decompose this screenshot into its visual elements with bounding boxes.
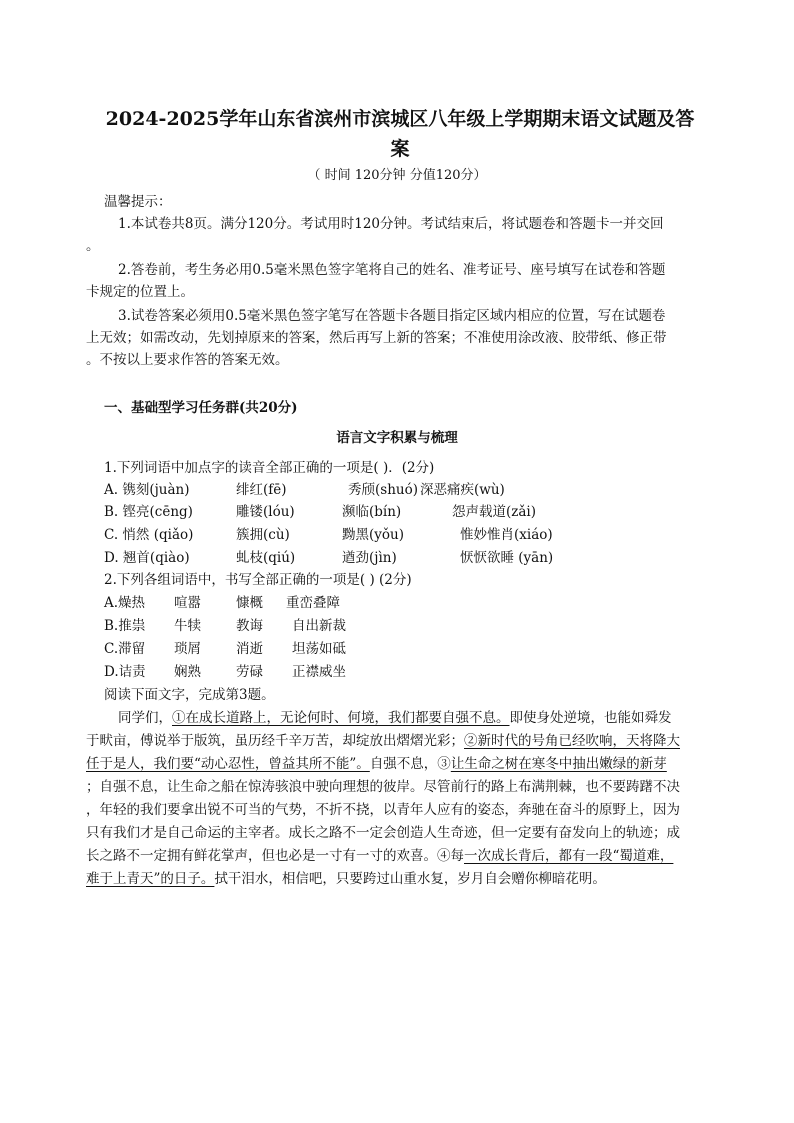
passage-line-7 [86, 846, 673, 866]
q1-option-b-3: 濒临(bín) [342, 504, 402, 520]
passage-line-6: 只有我们才是自己命运的主宰者。成长之路不一定会创造人生奇迹，但一定要有奋发向上的轨迹；成 [86, 825, 680, 841]
notice-line-3c: 。不按以上要求作答的答案无效。 [86, 352, 289, 368]
q1-option-a-4: 深恶痛疾(wù) [420, 482, 505, 498]
notice-line-3b: 上无效；如需改动，先划掉原来的答案，然后再写上新的答案；不准使用涂改液、胶带纸、修正带 [86, 330, 667, 346]
passage-text: 拭干泪水，相信吧，只要跨过山重水复，岁月自会赠你柳暗花明。 [214, 871, 606, 887]
q1-option-d-2: 虬枝(qiú) [236, 550, 296, 566]
section-heading: 一、基础型学习任务群(共20分) [104, 400, 298, 416]
q2-option-d-3: 劳碌 [236, 664, 263, 680]
underlined-sentence-2: ②新时代的号角已经吹响，天将降大 [464, 733, 680, 749]
q2-option-a-4: 重峦叠障 [286, 595, 340, 611]
title-line-1: 2024-2025学年山东省滨州市滨城区八年级上学期期末语文试题及答 [105, 108, 695, 130]
q1-option-c-1: C. 悄然 (qiǎo) [104, 527, 194, 543]
q2-option-a-3: 慷概 [236, 595, 263, 611]
passage-line-2 [86, 731, 680, 751]
underlined-sentence-3: 让生命之树在寒冬中抽出嫩绿的新芽 [450, 756, 667, 772]
q2-option-c-4: 坦荡如砥 [292, 641, 346, 657]
q3-intro: 阅读下面文字，完成第3题。 [104, 687, 275, 703]
q2-option-d-4: 正襟威坐 [292, 664, 346, 680]
passage-text: 长之路不一定拥有鲜花掌声，但也必是一寸有一寸的欢喜。④每 [86, 848, 464, 864]
section-subheading: 语言文字积累与梳理 [336, 430, 458, 446]
q1-option-a-1: A. 镌刻(juàn) [104, 482, 190, 498]
q1-option-b-1: B. 铿亮(cēng) [104, 504, 193, 520]
exam-subtitle: （ 时间 120分钟 分值120分） [307, 168, 487, 183]
q1-option-d-3: 遒劲(jìn) [342, 550, 397, 566]
q1-option-d-1: D. 翘首(qiào) [104, 550, 190, 566]
q1-option-b-2: 雕镂(lóu) [236, 504, 295, 520]
passage-text: 于畎亩，傅说举于版筑，虽历经千辛万苦，却绽放出熠熠光彩； [86, 733, 464, 749]
q2-option-a-1: A.燥热 [104, 595, 146, 611]
q1-option-a-2: 绯红(fē) [236, 482, 287, 498]
q2-option-b-2: 牛犊 [174, 618, 201, 634]
q1-option-c-4: 惟妙惟肖(xiáo) [460, 527, 553, 543]
q2-option-c-2: 琐屑 [174, 641, 201, 657]
q2-option-c-3: 消逝 [236, 641, 263, 657]
q2-option-b-4: 自出新裁 [292, 618, 346, 634]
title-line-2: 案 [390, 138, 410, 160]
q2-stem: 2.下列各组词语中，书写全部正确的一项是( ) (2分) [104, 572, 412, 588]
passage-line-4: ；自强不息，让生命之船在惊涛骇浪中驶向理想的彼岸。尽管前行的路上布满荆棘，也不要踌躇不决 [86, 779, 680, 795]
q1-option-a-3: 秀颀(shuó) [348, 482, 418, 498]
q2-option-d-2: 娴熟 [174, 664, 201, 680]
notice-line-2: 2.答卷前，考生务必用0.5毫米黑色签字笔将自己的姓名、准考证号、座号填写在试卷和答题 [118, 262, 666, 278]
notice-line-2b: 卡规定的位置上。 [86, 284, 194, 300]
q1-option-b-4: 怨声载道(zǎi) [452, 504, 537, 520]
q1-option-c-2: 簇拥(cù) [236, 527, 290, 543]
passage-text: 自强不息，③ [369, 756, 451, 772]
notice-line-1: 1.本试卷共8页。满分120分。考试用时120分钟。考试结束后，将试题卷和答题卡一并交回 [118, 216, 664, 232]
passage-text: 同学们， [118, 710, 172, 726]
q1-option-c-3: 黝黑(yǒu) [342, 527, 404, 543]
notice-line-1b: 。 [86, 238, 100, 254]
passage-line-1 [118, 708, 672, 728]
q1-option-d-4: 恹恹欲睡 (yān) [460, 550, 554, 566]
q2-option-a-2: 喧嚣 [174, 595, 201, 611]
passage-text: 即使身处逆境，也能如舜发 [509, 710, 672, 726]
q2-option-b-3: 教诲 [236, 618, 263, 634]
q2-option-c-1: C.滞留 [104, 641, 146, 657]
q2-option-b-1: B.推祟 [104, 618, 146, 634]
q1-stem: 1.下列词语中加点字的读音全部正确的一项是( )．(2分) [104, 460, 435, 476]
passage-line-3 [86, 754, 667, 774]
page-title [80, 104, 720, 164]
notice-line-3: 3.试卷答案必须用0.5毫米黑色签字笔写在答题卡各题目指定区域内相应的位置，写在试题卷 [118, 308, 666, 324]
q2-option-d-1: D.诘责 [104, 664, 146, 680]
underlined-sentence-1: ①在成长道路上，无论何时、何境，我们都要自强不息。 [172, 710, 510, 726]
passage-line-5: ，年轻的我们要拿出锐不可当的气势，不折不挠，以青年人应有的姿态，奔驰在奋斗的原野上，因为 [86, 802, 680, 818]
underlined-sentence-4b: 难于上青天”的日子。 [86, 871, 215, 887]
underlined-sentence-2b: 任于是人，我们要“动心忍性，曾益其所不能”。 [86, 756, 370, 772]
notice-heading: 温馨提示： [104, 194, 172, 210]
underlined-sentence-4: 一次成长背后，都有一段“蜀道难， [464, 848, 674, 864]
passage-line-8 [86, 869, 606, 889]
